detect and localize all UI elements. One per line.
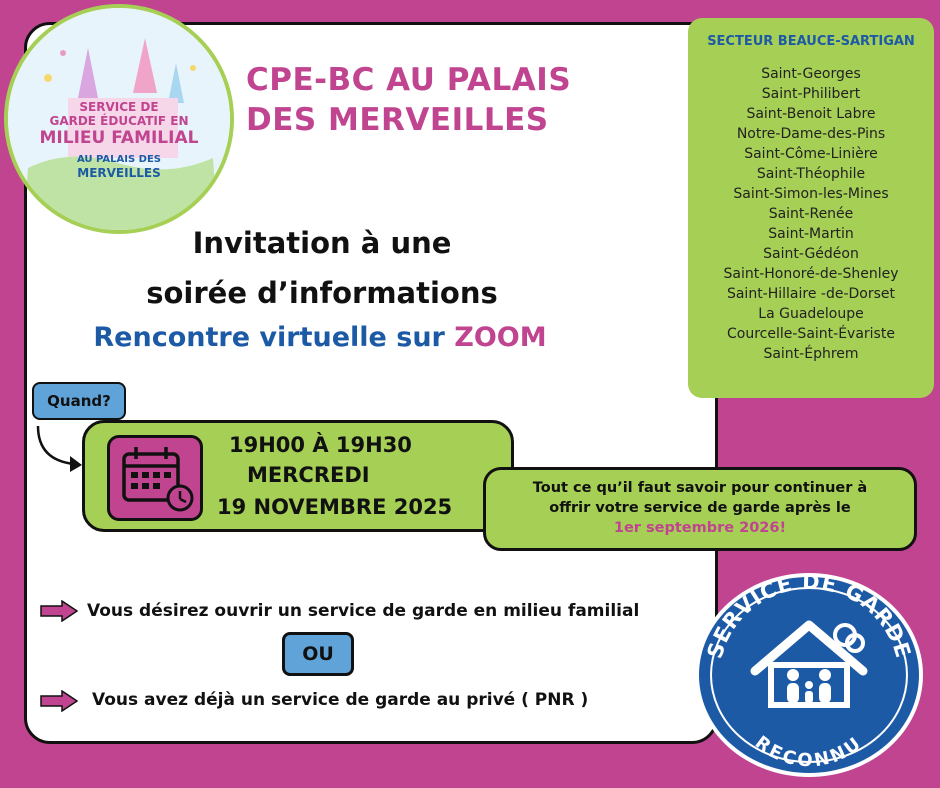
municipality-item: Saint-Simon-les-Mines <box>733 186 889 202</box>
event-day: MERCREDI <box>247 463 370 487</box>
municipality-item: Saint-Martin <box>768 226 854 242</box>
logo-text-line2: GARDE ÉDUCATIF EN <box>49 114 189 128</box>
municipality-item: Saint-Georges <box>761 66 861 82</box>
zoom-prefix-text: Rencontre virtuelle sur <box>93 322 455 353</box>
municipality-list <box>688 64 934 364</box>
zoom-word: ZOOM <box>454 322 547 353</box>
info-line1: Tout ce qu’il faut savoir pour continuer à <box>532 480 868 496</box>
statement-private-service: Vous avez déjà un service de garde au privé ( PNR ) <box>92 690 589 710</box>
info-box <box>483 467 917 551</box>
badge-bottom-text: RECONNU <box>750 732 868 772</box>
page-title <box>246 60 571 140</box>
municipality-item: Saint-Philibert <box>761 86 861 102</box>
sector-panel <box>688 18 934 398</box>
municipality-item: Saint-Gédéon <box>763 246 859 262</box>
info-line2: offrir votre service de garde après le <box>549 500 851 516</box>
logo-text-line3: MILIEU FAMILIAL <box>39 128 199 148</box>
event-date-box <box>82 420 514 532</box>
municipality-item: Saint-Hillaire -de-Dorset <box>726 286 896 302</box>
municipality-item: Saint-Honoré-de-Shenley <box>723 266 899 282</box>
logo-text-line1: SERVICE DE <box>79 100 159 114</box>
when-label: Quand? <box>32 382 126 420</box>
municipality-item: Saint-Côme-Linière <box>744 146 878 162</box>
municipality-item: La Guadeloupe <box>758 306 864 322</box>
logo-text-line5: MERVEILLES <box>77 166 161 180</box>
arrow-right-icon <box>40 600 78 622</box>
sector-heading: SECTEUR BEAUCE-SARTIGAN <box>707 34 915 49</box>
municipality-item: Courcelle-Saint-Évariste <box>727 326 895 342</box>
curved-arrow-icon <box>28 420 88 480</box>
municipality-item: Saint-Théophile <box>756 166 866 182</box>
event-date: 19 NOVEMBRE 2025 <box>217 495 453 519</box>
event-time: 19H00 À 19H30 <box>229 433 412 457</box>
invitation-heading-line1: Invitation à une <box>192 226 452 260</box>
statement-open-service: Vous désirez ouvrir un service de garde en milieu familial <box>87 601 640 621</box>
municipality-item: Notre-Dame-des-Pins <box>736 126 886 142</box>
calendar-icon <box>107 435 203 521</box>
logo-badge <box>4 4 234 234</box>
logo-text-line4: AU PALAIS DES <box>76 154 162 165</box>
invitation-heading-line2: soirée d’informations <box>146 276 498 310</box>
municipality-item: Saint-Benoit Labre <box>746 106 876 122</box>
title-line1: CPE-BC AU PALAIS <box>246 62 572 98</box>
info-deadline: 1er septembre 2026! <box>613 520 787 536</box>
zoom-meeting-subtitle <box>40 322 600 353</box>
badge-top-text: SERVICE DE GARDE <box>702 571 916 662</box>
recognized-badge <box>693 571 925 779</box>
municipality-item: Saint-Renée <box>768 206 854 222</box>
or-label: OU <box>282 632 354 676</box>
arrow-right-icon <box>40 690 78 712</box>
title-line2: DES MERVEILLES <box>246 102 549 138</box>
municipality-item: Saint-Éphrem <box>763 346 859 362</box>
